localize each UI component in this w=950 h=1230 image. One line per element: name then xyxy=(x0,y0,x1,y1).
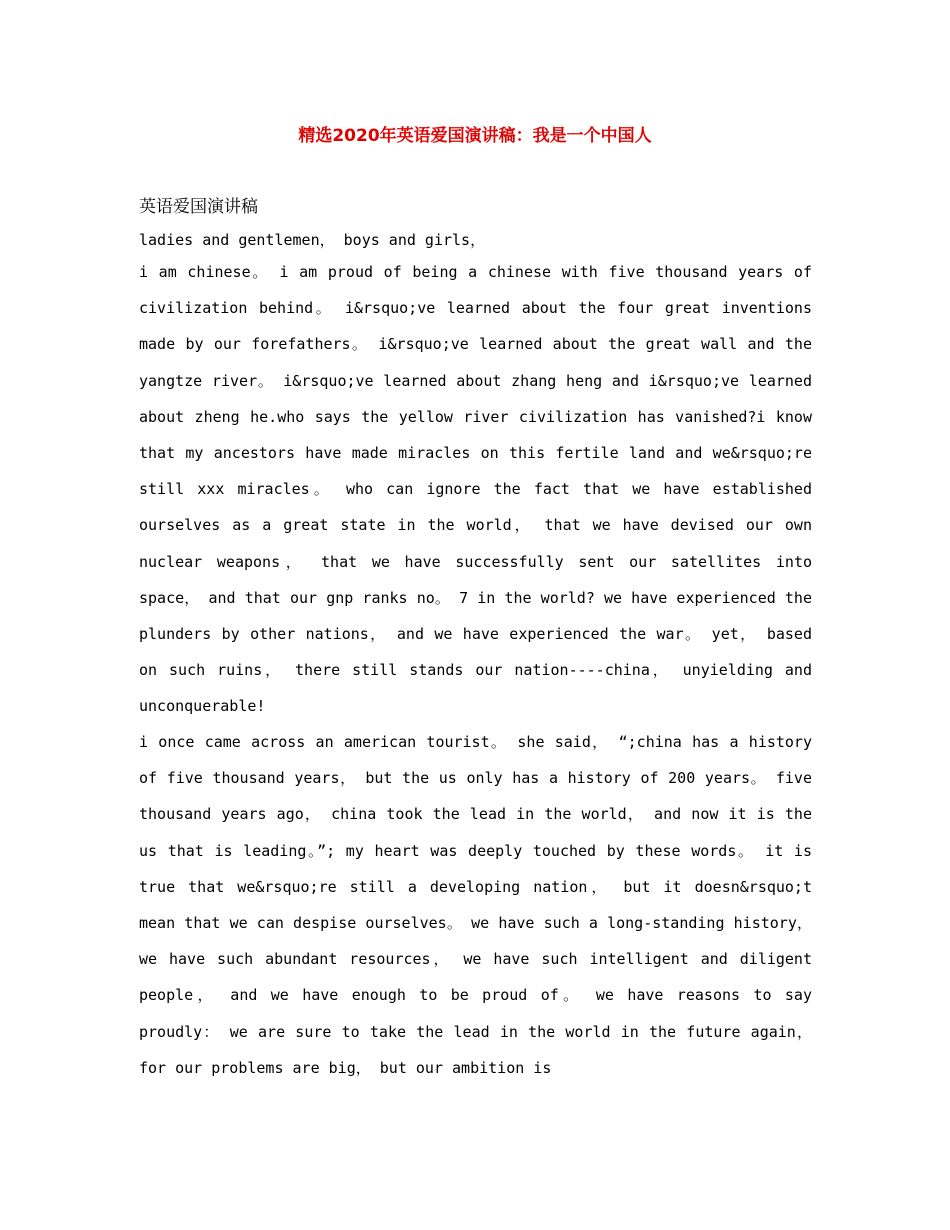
document-subtitle: 英语爱国演讲稿 xyxy=(139,197,258,217)
speech-greeting: ladies and gentlemen， boys and girls， xyxy=(139,231,486,249)
document-title: 精选2020年英语爱国演讲稿：我是一个中国人 xyxy=(298,126,652,146)
paragraph-1: i am chinese。 i am proud of being a chinese with five thousand years of civilization behind。 i&rsquo;ve learned about the four great inventions made by our forefathers。 i&rsquo;ve learned about the great wall and the yangtze river。 i&rsquo;ve learned about zhang heng and i&rsquo;ve learned about zheng he.who says the yellow river civilization has vanished?i know that my ancestors have made miracles on this fertile land and we&rsquo;re still xxx miracles。 who can ignore the fact that we have established ourselves as a great state in the world， that we have devised our own nuclear weapons， that we have successfully sent our satellites into space， and that our gnp ranks no。 7 in the world? we have experienced the plunders by other nations， and we have experienced the war。 yet， based on such ruins， there still stands our nation----china， unyielding and unconquerable! xyxy=(139,263,812,716)
paragraph-2: i once came across an american tourist。 she said， “;china has a history of five thousand years， but the us only has a history of 200 years。 five thousand years ago， china took the lead in the world， and now it is the us that is leading。”; my heart was deeply touched by these words。 it is true that we&rsquo;re still a developing nation， but it doesn&rsquo;t mean that we can despise ourselves。 we have such a long-standing history， we have such abundant resources， we have such intelligent and diligent people， and we have enough to be proud of。 we have reasons to say proudly： we are sure to take the lead in the world in the future again， for our problems are big， but our ambition is xyxy=(139,733,812,1077)
